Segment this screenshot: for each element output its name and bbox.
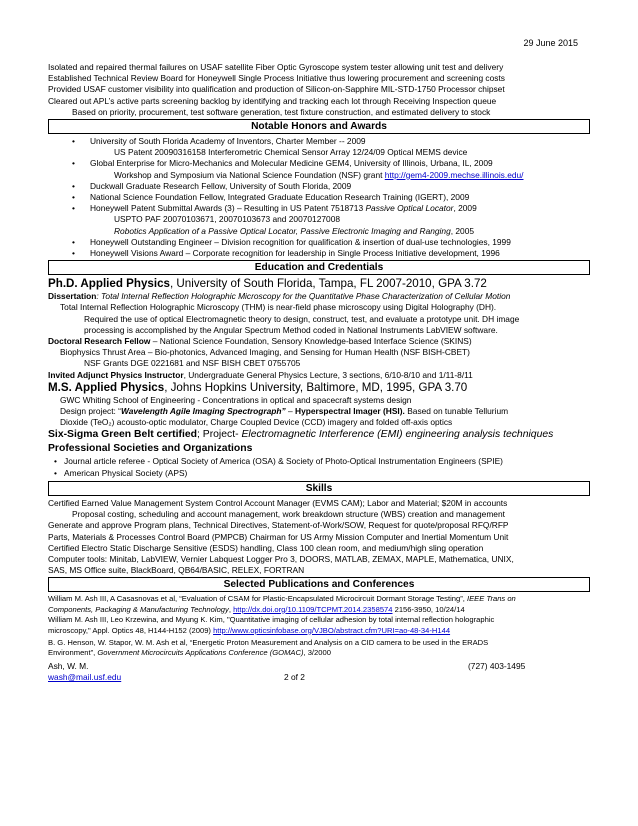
prof-societies-heading: Professional Societies and Organizations <box>48 443 253 455</box>
skills-line: Certified Earned Value Management System Control Account Manager (EVMS CAM); Labor and Material; $20M in accounts <box>48 497 508 508</box>
fellow-detail: Biophysics Thrust Area – Bio-photonics, Advanced Imaging, and Sensing for Human Health (NSF BISH-CBET) <box>60 347 470 358</box>
skills-line: Certified Electro Static Discharge Sensitive (ESDS) handling, Class 100 clean room, and medium/high sling operation <box>48 542 484 553</box>
publication: William M. Ash III, Leo Krzewina, and Myung K. Kim, "Quantitative imaging of cellular adhesion by total internal reflection holographic <box>48 615 495 625</box>
publication: William M. Ash III, A Casasnovas et al, “Evaluation of CSAM for Plastic-Encapsulated Microcircuit Dormant Storage Testing”, IEEE Trans on <box>48 594 516 604</box>
list-item-sub: USPTO PAF 20070103671, 20070103673 and 20070127008 <box>114 214 341 225</box>
skills-block <box>48 498 590 576</box>
bullet-icon: • <box>72 136 75 147</box>
skills-line: SAS, MS Office suite, BlackBoard, QB64/BASIC, RELEX, FORTRAN <box>48 565 305 576</box>
bullet-icon: • <box>72 158 75 169</box>
intro-line: Based on priority, procurement, test software generation, test fixture construction, and estimated delivery to stock <box>72 106 491 117</box>
publication: B. G. Henson, W. Stapor, W. M. Ash et al, “Energetic Proton Measurement and Analysis on a CID camera to be used in the ERADS <box>48 637 489 647</box>
ms-line: M.S. Applied Physics, Johns Hopkins University, Baltimore, MD, 1995, GPA 3.70 <box>48 380 468 394</box>
footer-name: Ash, W. M. <box>48 660 89 671</box>
bullet-icon: • <box>72 203 75 214</box>
section-header-education: Education and Credentials <box>48 260 590 275</box>
list-item: • American Physical Society (APS) <box>54 467 188 478</box>
societies-list <box>48 456 590 478</box>
list-item: • Honeywell Visions Award – Corporate recognition for leadership in Single Process Initiative development, 1996 <box>72 248 500 259</box>
skills-line: Proposal costing, scheduling and account management, work breakdown structure (WBS) creation and management <box>72 509 505 520</box>
ms-detail: Design project: “Wavelength Agile Imaging Spectrograph” – Hyperspectral Imager (HSI). Based on tunable Tellurium <box>60 406 509 417</box>
dissertation-line: Dissertation: Total Internal Reflection Holographic Microscopy for the Quantitative Phase Characterization of Cellular Motion <box>48 291 511 302</box>
publications-block <box>48 594 590 658</box>
footer-phone: (727) 403-1495 <box>468 660 526 671</box>
phd-line: Ph.D. Applied Physics, University of South Florida, Tampa, FL 2007-2010, GPA 3.72 <box>48 277 487 291</box>
section-header-skills: Skills <box>48 481 590 496</box>
ms-detail: Dioxide (TeO₂) acousto-optic modulator, Charge Coupled Device (CCD) imagery and folded off-axis optics <box>60 417 453 428</box>
intro-block <box>48 62 590 118</box>
honors-list <box>48 136 590 259</box>
publication: Components, Packaging & Manufacturing Technology, http://dx.doi.org/10.1109/TCPMT.2014.2358574 2156-3950, 10/24/14 <box>48 604 465 614</box>
list-item-sub: US Patent 20090316158 Interferometric Chemical Sensor Array 12/24/09 Optical MEMS device <box>114 147 468 158</box>
footer-email-link[interactable]: wash@mail.usf.edu <box>48 671 122 682</box>
list-item: • Honeywell Patent Submittal Awards (3) – Resulting in US Patent 7518713 Passive Optical Locator, 2009 <box>72 203 477 214</box>
list-item: • Honeywell Outstanding Engineer – Division recognition for qualification & insertion of dual-use technologies, 1999 <box>72 236 511 247</box>
header-date: 29 June 2015 <box>523 38 578 48</box>
bullet-icon: • <box>54 456 57 467</box>
opticsinfobase-link[interactable]: http://www.opticsinfobase.org/VJBO/abstract.cfm?URI=ao-48-34-H144 <box>213 625 451 635</box>
intro-line: Established Technical Review Board for Honeywell Single Process Initiative thus lowering procurement and screening costs <box>48 73 505 84</box>
list-item: • National Science Foundation Fellow, Integrated Graduate Education Research Training (IGERT), 2009 <box>72 192 470 203</box>
bullet-icon: • <box>72 180 75 191</box>
dissertation-detail: Required the use of optical Electromagnetic theory to design, construct, test, and evaluate a prototype unit. DH image <box>84 313 520 324</box>
list-item: • Global Enterprise for Micro-Mechanics and Molecular Medicine GEM4, University of Illinois, Urbana, IL, 2009 <box>72 158 493 169</box>
section-header-publications: Selected Publications and Conferences <box>48 577 590 592</box>
footer <box>48 661 590 683</box>
skills-line: Parts, Materials & Processes Control Board (PMPCB) Chairman for US Army Mission Computer and Inertial Momentum Unit <box>48 531 509 542</box>
skills-line: Generate and approve Program plans, Technical Directives, Statement-of-Work/SOW, Request for quote/proposal RFQ/RFP <box>48 520 509 531</box>
adjunct-line: Invited Adjunct Physics Instructor, Undergraduate General Physics Lecture, 3 sections, 6/10-8/10 and 1/11-8/11 <box>48 369 473 380</box>
intro-line: Isolated and repaired thermal failures on USAF satellite Fiber Optic Gyroscope system tester allowing unit test and delivery <box>48 62 504 72</box>
bullet-icon: • <box>54 467 57 478</box>
list-item-sub: Robotics Application of a Passive Optical Locator, Passive Electronic Imaging and Ranging, 2005 <box>114 225 475 236</box>
list-item-sub: Workshop and Symposium via National Science Foundation (NSF) grant http://gem4-2009.mechse.illinois.edu/ <box>114 169 524 180</box>
list-item: • Duckwall Graduate Research Fellow, University of South Florida, 2009 <box>72 180 352 191</box>
skills-line: Computer tools: Minitab, LabVIEW, Vernier Labquest Logger Pro 3, DOORS, MATLAB, ZEMAX, MAPLE, Mathematica, UNIX, <box>48 553 514 564</box>
intro-line: Cleared out APL’s active parts screening backlog by identifying and tracking each lot through Receiving Inspection queue <box>48 95 497 106</box>
fellow-line: Doctoral Research Fellow – National Science Foundation, Sensory Knowledge-based Interface Science (SKINS) <box>48 336 472 347</box>
bullet-icon: • <box>72 236 75 247</box>
bullet-icon: • <box>72 248 75 259</box>
doi-link[interactable]: http://dx.doi.org/10.1109/TCPMT.2014.2358574 <box>233 604 393 614</box>
resume-page <box>48 0 590 683</box>
footer-row <box>48 661 590 672</box>
bullet-icon: • <box>72 192 75 203</box>
intro-line: Provided USAF customer visibility into qualification and production of Silicon-on-Sapphire MIL-STD-1750 Processor chipset <box>48 84 505 95</box>
list-item: • University of South Florida Academy of Inventors, Charter Member -- 2009 <box>72 136 366 147</box>
fellow-detail: NSF Grants DGE 0221681 and NSF BISH CBET 0755705 <box>84 358 301 369</box>
six-sigma-line: Six-Sigma Green Belt certified; Project- Electromagnetic Interference (EMI) engineering analysis techniques <box>48 429 554 441</box>
footer-page-number: 2 of 2 <box>284 671 305 682</box>
section-header-honors: Notable Honors and Awards <box>48 119 590 134</box>
list-item: • Journal article referee - Optical Society of America (OSA) & Society of Photo-Optical Instrumentation Engineers (SPIE) <box>54 456 503 467</box>
ms-detail: GWC Whiting School of Engineering - Concentrations in optical and spacecraft systems design <box>60 394 412 405</box>
footer-row <box>48 672 590 683</box>
gem4-link[interactable]: http://gem4-2009.mechse.illinois.edu/ <box>384 169 524 180</box>
dissertation-detail: Total Internal Reflection Holographic Microscopy (THM) is near-field phase microscopy using Digital Holography (DH). <box>60 302 497 313</box>
dissertation-detail: processing is accomplished by the Angular Spectrum Method coded in National Instruments LabVIEW software. <box>84 324 498 335</box>
publication: microscopy," Appl. Optics 48, H144-H152 (2009) http://www.opticsinfobase.org/VJBO/abstract.cfm?URI=ao-48-34-H144 <box>48 625 451 635</box>
publication: Environment”, Government Microcircuits Applications Conference (GOMAC), 3/2000 <box>48 648 331 658</box>
